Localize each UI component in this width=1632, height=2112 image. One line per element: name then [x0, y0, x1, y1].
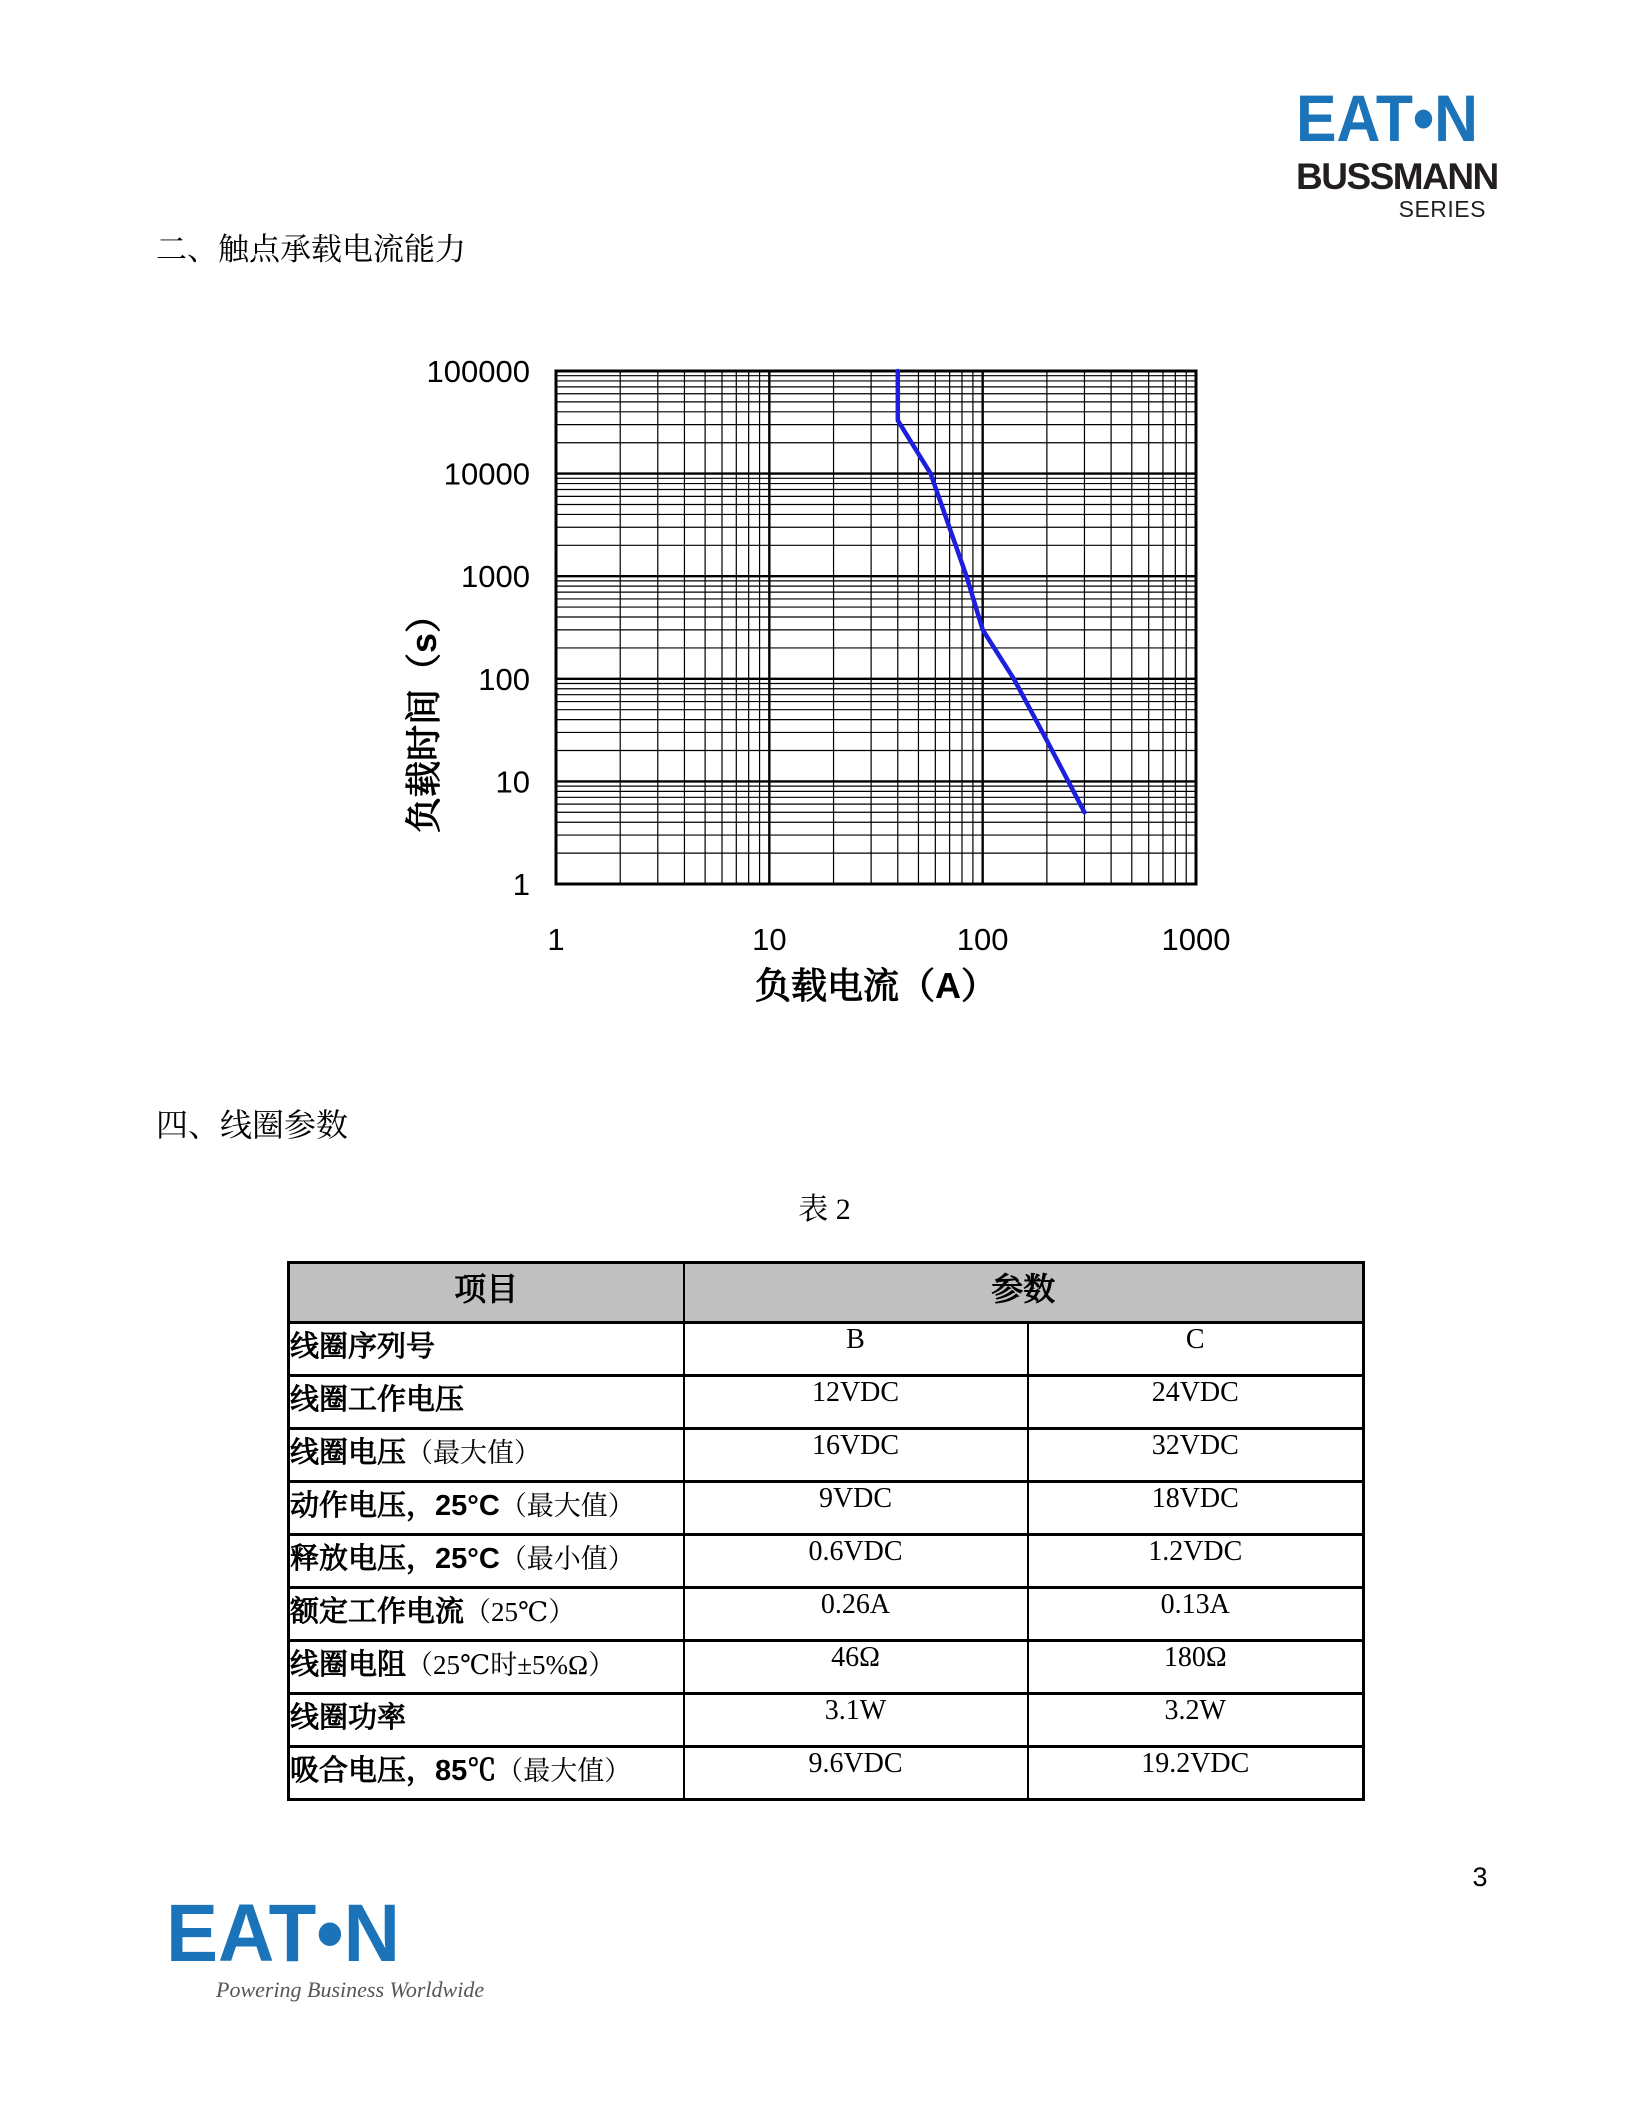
row-label-note: （最大值）	[406, 1438, 542, 1468]
table-caption: 表 2	[798, 1193, 851, 1226]
x-tick-label: 100	[956, 922, 1009, 957]
row-label-cell	[289, 1641, 684, 1694]
y-tick-label: 1	[512, 867, 530, 902]
load-chart-svg	[390, 350, 1240, 1040]
eaton-wordmark: EAT•N	[1296, 90, 1478, 148]
row-label: 额定工作电流	[290, 1596, 465, 1628]
value-cell-b: 46Ω	[684, 1641, 1028, 1694]
row-label: 动作电压，25°C	[290, 1490, 500, 1522]
table-row	[289, 1588, 1364, 1641]
series-wordmark: SERIES	[1398, 196, 1486, 222]
row-label-note: （最大值）	[496, 1756, 632, 1786]
eaton-tagline: Powering Business Worldwide	[216, 1977, 485, 2002]
row-label-cell	[289, 1429, 684, 1482]
value-cell-b: B	[684, 1323, 1028, 1376]
value-cell-b: 16VDC	[684, 1429, 1028, 1482]
value-cell-c: 1.2VDC	[1028, 1535, 1364, 1588]
value-cell-b: 12VDC	[684, 1376, 1028, 1429]
value-cell-c: 32VDC	[1028, 1429, 1364, 1482]
eaton-wordmark: EAT•N	[166, 1898, 400, 1970]
row-label-cell	[289, 1482, 684, 1535]
eaton-bussmann-logo	[1296, 90, 1498, 222]
value-cell-c: 180Ω	[1028, 1641, 1364, 1694]
row-label-cell	[289, 1535, 684, 1588]
table-row	[289, 1747, 1364, 1800]
table-row	[289, 1535, 1364, 1588]
row-label: 线圈工作电压	[290, 1384, 465, 1416]
table-header-row	[289, 1263, 1364, 1323]
header-cell-params: 参数	[684, 1263, 1364, 1323]
x-axis-title: 负载电流（A）	[755, 965, 997, 1006]
coil-parameter-table	[287, 1261, 1365, 1801]
value-cell-c: C	[1028, 1323, 1364, 1376]
row-label: 线圈功率	[290, 1702, 407, 1734]
row-label-cell	[289, 1323, 684, 1376]
bussmann-wordmark: BUSSMANN	[1296, 156, 1498, 197]
table-row	[289, 1429, 1364, 1482]
header-cell-item: 项目	[289, 1263, 684, 1323]
value-cell-c: 24VDC	[1028, 1376, 1364, 1429]
load-chart	[390, 350, 1240, 1040]
row-label-note: （25℃时±5%Ω）	[406, 1650, 616, 1680]
y-tick-label: 10	[495, 764, 530, 800]
chart-plot-border	[556, 371, 1196, 884]
value-cell-b: 0.6VDC	[684, 1535, 1028, 1588]
eaton-logo-icon	[164, 1898, 414, 1970]
value-cell-c: 19.2VDC	[1028, 1747, 1364, 1800]
y-tick-label: 100000	[426, 354, 530, 389]
row-label-cell	[289, 1747, 684, 1800]
row-label: 释放电压，25°C	[290, 1543, 500, 1575]
x-tick-label: 1000	[1161, 922, 1231, 957]
row-label-note: （最小值）	[499, 1544, 635, 1574]
value-cell-b: 3.1W	[684, 1694, 1028, 1747]
value-cell-c: 0.13A	[1028, 1588, 1364, 1641]
eaton-footer-logo	[164, 1898, 484, 2003]
value-cell-c: 18VDC	[1028, 1482, 1364, 1535]
x-tick-label: 10	[752, 922, 787, 957]
section-title-contact-capacity: 二、触点承载电流能力	[156, 232, 466, 267]
table-row	[289, 1641, 1364, 1694]
row-label: 吸合电压，85℃	[290, 1755, 497, 1787]
row-label-note: （25℃）	[464, 1597, 576, 1627]
table-row	[289, 1376, 1364, 1429]
row-label-cell	[289, 1588, 684, 1641]
page-number: 3	[1472, 1862, 1488, 1892]
value-cell-b: 9.6VDC	[684, 1747, 1028, 1800]
y-tick-label: 100	[478, 661, 530, 697]
eaton-logo-icon	[1296, 90, 1486, 148]
y-tick-label: 10000	[443, 456, 530, 492]
row-label: 线圈电阻	[290, 1649, 407, 1681]
table-row	[289, 1323, 1364, 1376]
value-cell-c: 3.2W	[1028, 1694, 1364, 1747]
y-axis-title: 负载时间（s）	[403, 596, 444, 834]
row-label: 线圈电压	[290, 1437, 407, 1469]
x-tick-label: 1	[547, 922, 565, 957]
row-label-note: （最大值）	[499, 1491, 635, 1521]
table-row	[289, 1482, 1364, 1535]
section-title-coil-params: 四、线圈参数	[156, 1107, 349, 1143]
value-cell-b: 9VDC	[684, 1482, 1028, 1535]
row-label-cell	[289, 1694, 684, 1747]
row-label: 线圈序列号	[290, 1331, 436, 1363]
row-label-cell	[289, 1376, 684, 1429]
y-tick-label: 1000	[461, 559, 530, 595]
value-cell-b: 0.26A	[684, 1588, 1028, 1641]
table-row	[289, 1694, 1364, 1747]
